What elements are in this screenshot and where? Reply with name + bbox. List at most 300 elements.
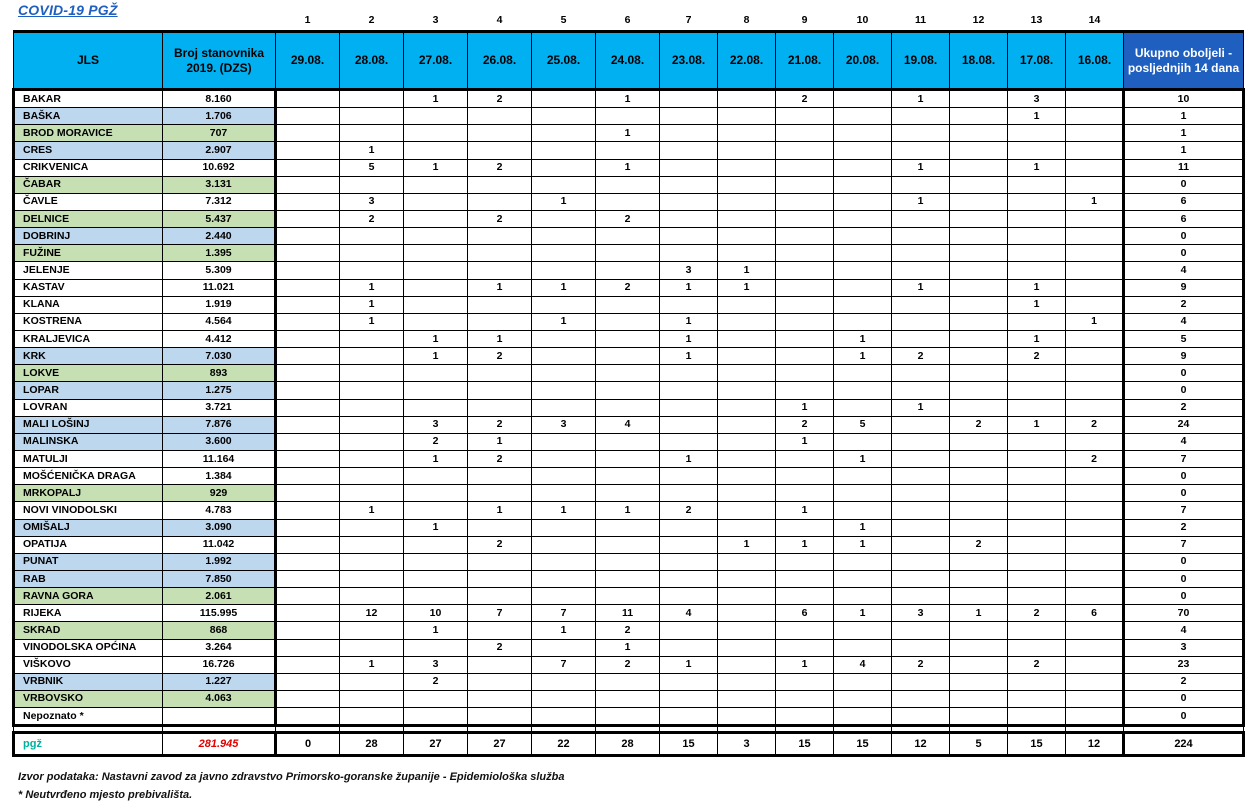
case-count — [892, 108, 950, 125]
case-count — [834, 125, 892, 142]
case-count — [340, 570, 404, 587]
case-count — [660, 519, 718, 536]
population-value: 11.042 — [163, 536, 276, 553]
population-value: 2.061 — [163, 588, 276, 605]
case-count — [950, 348, 1008, 365]
case-count — [892, 639, 950, 656]
case-count — [1008, 245, 1066, 262]
case-count — [276, 639, 340, 656]
table-row — [14, 108, 1244, 125]
table-row — [14, 519, 1244, 536]
case-count — [776, 159, 834, 176]
date-header: 19.08. — [892, 32, 950, 90]
case-count — [1066, 553, 1124, 570]
case-count — [950, 622, 1008, 639]
case-count: 1 — [596, 159, 660, 176]
case-count — [660, 468, 718, 485]
case-count — [1008, 708, 1066, 726]
population-value: 1.395 — [163, 245, 276, 262]
case-count — [404, 588, 468, 605]
case-count — [834, 588, 892, 605]
case-count — [468, 382, 532, 399]
case-count — [404, 553, 468, 570]
case-count — [1066, 639, 1124, 656]
jls-header: JLS — [14, 32, 163, 90]
case-count: 6 — [1066, 605, 1124, 622]
case-count — [596, 673, 660, 690]
case-count — [404, 296, 468, 313]
case-count — [776, 142, 834, 159]
case-count — [776, 245, 834, 262]
case-count — [718, 313, 776, 330]
municipality-name: VIŠKOVO — [14, 656, 163, 673]
case-count — [834, 485, 892, 502]
case-count — [276, 279, 340, 296]
row-total: 7 — [1124, 502, 1244, 519]
case-count: 2 — [776, 90, 834, 108]
case-count — [950, 399, 1008, 416]
case-count — [718, 690, 776, 707]
table-row — [14, 193, 1244, 210]
row-total: 0 — [1124, 382, 1244, 399]
population-value: 8.160 — [163, 90, 276, 108]
case-count — [532, 365, 596, 382]
case-count — [892, 553, 950, 570]
case-count — [892, 330, 950, 347]
case-count — [532, 330, 596, 347]
day-total: 15 — [776, 733, 834, 756]
population-value: 1.706 — [163, 108, 276, 125]
case-count — [1008, 536, 1066, 553]
case-count: 1 — [834, 450, 892, 467]
case-count — [1008, 433, 1066, 450]
case-count — [404, 690, 468, 707]
case-count — [532, 245, 596, 262]
municipality-name: ČABAR — [14, 176, 163, 193]
case-count — [340, 536, 404, 553]
case-count: 1 — [340, 502, 404, 519]
population-header: Broj stanovnika 2019. (DZS) — [163, 32, 276, 90]
table-row — [14, 416, 1244, 433]
case-count: 10 — [404, 605, 468, 622]
case-count — [660, 690, 718, 707]
case-count — [532, 348, 596, 365]
day-number: 5 — [560, 13, 567, 26]
case-count: 2 — [596, 656, 660, 673]
case-count: 2 — [468, 450, 532, 467]
case-count — [718, 193, 776, 210]
case-count: 1 — [892, 193, 950, 210]
case-count — [834, 708, 892, 726]
case-count — [276, 313, 340, 330]
case-count — [532, 570, 596, 587]
gap-cell — [14, 726, 163, 733]
case-count — [892, 313, 950, 330]
case-count — [596, 570, 660, 587]
gap-cell — [776, 726, 834, 733]
population-value: 5.437 — [163, 210, 276, 227]
case-count — [276, 519, 340, 536]
page-title: COVID-19 PGŽ — [18, 2, 118, 18]
case-count: 2 — [596, 279, 660, 296]
case-count — [950, 245, 1008, 262]
case-count — [834, 228, 892, 245]
case-count — [596, 313, 660, 330]
case-count — [950, 210, 1008, 227]
row-total: 0 — [1124, 708, 1244, 726]
case-count — [834, 673, 892, 690]
case-count: 1 — [1008, 330, 1066, 347]
municipality-name: OPATIJA — [14, 536, 163, 553]
case-count — [404, 279, 468, 296]
case-count: 1 — [776, 536, 834, 553]
day-number: 12 — [972, 13, 985, 26]
case-count — [532, 673, 596, 690]
case-count — [950, 450, 1008, 467]
case-count: 2 — [468, 90, 532, 108]
case-count: 5 — [340, 159, 404, 176]
case-count: 3 — [532, 416, 596, 433]
case-count: 1 — [468, 330, 532, 347]
table-row — [14, 210, 1244, 227]
case-count — [950, 570, 1008, 587]
case-count — [1066, 90, 1124, 108]
case-count: 4 — [660, 605, 718, 622]
population-value: 868 — [163, 622, 276, 639]
case-count — [892, 365, 950, 382]
day-total: 22 — [532, 733, 596, 756]
case-count — [1008, 262, 1066, 279]
population-value: 2.440 — [163, 228, 276, 245]
row-total: 3 — [1124, 639, 1244, 656]
case-count: 1 — [596, 90, 660, 108]
case-count: 1 — [718, 262, 776, 279]
case-count — [1066, 433, 1124, 450]
case-count — [340, 330, 404, 347]
case-count: 1 — [340, 313, 404, 330]
case-count — [276, 485, 340, 502]
case-count — [532, 125, 596, 142]
case-count — [660, 90, 718, 108]
case-count — [340, 485, 404, 502]
row-total: 5 — [1124, 330, 1244, 347]
case-count: 1 — [596, 125, 660, 142]
municipality-name: OMIŠALJ — [14, 519, 163, 536]
case-count: 2 — [404, 433, 468, 450]
row-total: 4 — [1124, 622, 1244, 639]
case-count — [532, 382, 596, 399]
case-count — [950, 690, 1008, 707]
case-count: 2 — [340, 210, 404, 227]
case-count — [340, 382, 404, 399]
case-count — [776, 313, 834, 330]
case-count — [660, 108, 718, 125]
case-count — [1066, 622, 1124, 639]
case-count — [276, 210, 340, 227]
case-count — [468, 262, 532, 279]
row-total: 6 — [1124, 210, 1244, 227]
case-count: 1 — [834, 348, 892, 365]
case-count — [1008, 228, 1066, 245]
case-count — [468, 125, 532, 142]
population-value: 3.264 — [163, 639, 276, 656]
case-count — [834, 210, 892, 227]
case-count — [596, 690, 660, 707]
population-value: 5.309 — [163, 262, 276, 279]
case-count — [1008, 210, 1066, 227]
case-count: 1 — [404, 90, 468, 108]
case-count — [660, 708, 718, 726]
case-count — [660, 142, 718, 159]
case-count — [834, 142, 892, 159]
case-count — [532, 450, 596, 467]
case-count — [532, 639, 596, 656]
day-total: 12 — [1066, 733, 1124, 756]
case-count — [532, 519, 596, 536]
population-value: 1.919 — [163, 296, 276, 313]
case-count — [1066, 536, 1124, 553]
case-count — [340, 468, 404, 485]
case-count — [596, 330, 660, 347]
case-count: 5 — [834, 416, 892, 433]
case-count — [776, 108, 834, 125]
table-row — [14, 228, 1244, 245]
case-count: 1 — [404, 159, 468, 176]
case-count — [468, 313, 532, 330]
case-count — [892, 570, 950, 587]
case-count — [950, 176, 1008, 193]
gap-cell — [276, 726, 340, 733]
case-count — [718, 656, 776, 673]
case-count: 11 — [596, 605, 660, 622]
case-count: 2 — [468, 536, 532, 553]
case-count: 1 — [1008, 279, 1066, 296]
case-count — [660, 485, 718, 502]
case-count — [950, 228, 1008, 245]
case-count — [950, 108, 1008, 125]
municipality-name: ČAVLE — [14, 193, 163, 210]
case-count — [340, 176, 404, 193]
day-number: 11 — [914, 13, 927, 26]
case-count: 1 — [1066, 193, 1124, 210]
case-count: 1 — [340, 142, 404, 159]
gap-cell — [340, 726, 404, 733]
case-count — [404, 708, 468, 726]
case-count — [1066, 673, 1124, 690]
population-total: 281.945 — [163, 733, 276, 756]
case-count — [468, 588, 532, 605]
case-count: 3 — [660, 262, 718, 279]
population-value: 16.726 — [163, 656, 276, 673]
case-count — [892, 485, 950, 502]
case-count: 1 — [404, 330, 468, 347]
case-count: 2 — [596, 210, 660, 227]
case-count — [1008, 399, 1066, 416]
day-number: 4 — [496, 13, 503, 26]
case-count — [892, 690, 950, 707]
case-count: 2 — [468, 639, 532, 656]
case-count — [950, 502, 1008, 519]
case-count — [1066, 228, 1124, 245]
case-count — [660, 245, 718, 262]
case-count — [276, 193, 340, 210]
case-count — [276, 433, 340, 450]
case-count — [340, 108, 404, 125]
population-value: 4.783 — [163, 502, 276, 519]
case-count — [718, 125, 776, 142]
case-count — [834, 159, 892, 176]
case-count: 2 — [950, 416, 1008, 433]
day-total: 0 — [276, 733, 340, 756]
case-count — [1066, 708, 1124, 726]
case-count — [660, 382, 718, 399]
case-count — [950, 588, 1008, 605]
case-count — [532, 433, 596, 450]
case-count: 1 — [892, 159, 950, 176]
case-count — [950, 125, 1008, 142]
case-count — [276, 502, 340, 519]
case-count — [950, 708, 1008, 726]
date-header: 16.08. — [1066, 32, 1124, 90]
municipality-name: JELENJE — [14, 262, 163, 279]
case-count — [950, 142, 1008, 159]
case-count — [892, 468, 950, 485]
row-total: 0 — [1124, 468, 1244, 485]
case-count — [718, 348, 776, 365]
case-count — [950, 365, 1008, 382]
case-count: 2 — [468, 159, 532, 176]
case-count — [596, 588, 660, 605]
case-count: 1 — [404, 450, 468, 467]
row-total: 2 — [1124, 399, 1244, 416]
case-count — [468, 399, 532, 416]
case-count — [596, 450, 660, 467]
table-row — [14, 433, 1244, 450]
case-count — [276, 416, 340, 433]
case-count — [276, 553, 340, 570]
case-count — [468, 553, 532, 570]
case-count: 3 — [340, 193, 404, 210]
case-count — [340, 416, 404, 433]
row-total: 0 — [1124, 245, 1244, 262]
date-header: 27.08. — [404, 32, 468, 90]
population-value: 893 — [163, 365, 276, 382]
case-count — [950, 656, 1008, 673]
case-count: 1 — [1008, 296, 1066, 313]
gap-cell — [163, 726, 276, 733]
case-count: 2 — [468, 348, 532, 365]
case-count — [340, 708, 404, 726]
case-count — [718, 485, 776, 502]
case-count — [718, 622, 776, 639]
table-row — [14, 639, 1244, 656]
case-count — [718, 228, 776, 245]
date-header: 28.08. — [340, 32, 404, 90]
case-count — [276, 708, 340, 726]
case-count — [340, 450, 404, 467]
case-count — [776, 296, 834, 313]
case-count — [468, 485, 532, 502]
municipality-name: DELNICE — [14, 210, 163, 227]
case-count — [718, 639, 776, 656]
case-count: 2 — [404, 673, 468, 690]
case-count — [950, 519, 1008, 536]
row-total: 24 — [1124, 416, 1244, 433]
case-count — [596, 708, 660, 726]
case-count — [468, 228, 532, 245]
case-count: 1 — [834, 605, 892, 622]
population-value: 3.131 — [163, 176, 276, 193]
table-row — [14, 553, 1244, 570]
row-total: 0 — [1124, 228, 1244, 245]
case-count — [1066, 690, 1124, 707]
case-count — [276, 125, 340, 142]
case-count — [340, 622, 404, 639]
case-count — [276, 330, 340, 347]
case-count: 6 — [776, 605, 834, 622]
gap-cell — [660, 726, 718, 733]
case-count — [950, 90, 1008, 108]
case-count — [950, 433, 1008, 450]
case-count — [596, 536, 660, 553]
case-count — [340, 348, 404, 365]
municipality-name: BAŠKA — [14, 108, 163, 125]
case-count — [776, 468, 834, 485]
case-count: 1 — [660, 656, 718, 673]
population-value: 4.564 — [163, 313, 276, 330]
case-count — [892, 262, 950, 279]
case-count — [276, 159, 340, 176]
case-count — [892, 450, 950, 467]
case-count — [892, 142, 950, 159]
case-count — [834, 245, 892, 262]
case-count — [1008, 382, 1066, 399]
case-count — [276, 245, 340, 262]
case-count — [596, 245, 660, 262]
case-count — [404, 468, 468, 485]
date-header: 22.08. — [718, 32, 776, 90]
case-count: 1 — [340, 296, 404, 313]
case-count: 1 — [468, 279, 532, 296]
date-header: 23.08. — [660, 32, 718, 90]
case-count — [1066, 210, 1124, 227]
case-count: 1 — [1008, 159, 1066, 176]
case-count — [532, 262, 596, 279]
date-header: 29.08. — [276, 32, 340, 90]
population-value: 11.164 — [163, 450, 276, 467]
blank-cell — [163, 10, 276, 32]
case-count — [660, 125, 718, 142]
case-count — [776, 553, 834, 570]
case-count — [1066, 382, 1124, 399]
day-number: 6 — [624, 13, 631, 26]
case-count: 1 — [718, 536, 776, 553]
case-count — [404, 142, 468, 159]
case-count — [892, 708, 950, 726]
case-count — [718, 245, 776, 262]
case-count — [892, 519, 950, 536]
case-count — [1008, 639, 1066, 656]
case-count — [596, 365, 660, 382]
case-count: 1 — [892, 279, 950, 296]
case-count: 2 — [776, 416, 834, 433]
case-count — [834, 639, 892, 656]
case-count — [596, 433, 660, 450]
table-row — [14, 588, 1244, 605]
case-count: 1 — [660, 279, 718, 296]
case-count — [718, 90, 776, 108]
case-count — [892, 622, 950, 639]
